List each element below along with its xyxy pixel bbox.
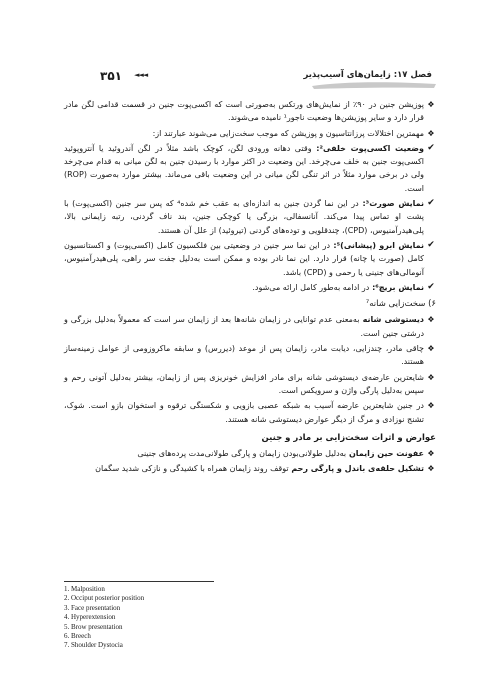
running-header xyxy=(100,70,432,86)
paragraph-list xyxy=(64,98,436,294)
paragraph xyxy=(64,342,436,369)
footnote: 5. Brow presentation xyxy=(64,622,123,631)
footnotes xyxy=(64,585,144,651)
checkmark-bullet-icon: ✔ xyxy=(427,142,435,153)
term: تشکیل حلقه‌ی باندل و پارگی رحم xyxy=(288,464,424,474)
section-paragraph-list xyxy=(64,313,436,425)
body-text xyxy=(64,98,436,478)
section-title: ۶) سخت‌زایی شانه⁷ xyxy=(365,299,436,310)
page-number: ۳۵۱ xyxy=(100,69,122,83)
footnote: 4. Hyperextension xyxy=(64,613,116,622)
checkmark-bullet-icon: ✔ xyxy=(427,239,435,250)
paragraph xyxy=(64,142,436,195)
subheading: عوارض و اثرات سخت‌زایی بر مادر و جنین xyxy=(261,432,436,443)
brush-stroke-icon xyxy=(310,79,438,91)
effects-list xyxy=(64,447,436,476)
footnote: 1. Malposition xyxy=(64,585,105,593)
diamond-bullet-icon: ❖ xyxy=(427,100,435,109)
paragraph-text: به‌معنی عدم توانایی در زایمان شانه‌ها بعد از زایمان سر است که معمولاً به‌دلیل بزرگی و درشتی جنین است. xyxy=(64,315,424,338)
chapter-title: فصل ۱۷: زایمان‌های آسیب‌پذیر xyxy=(303,70,432,80)
diamond-bullet-icon: ❖ xyxy=(427,401,435,411)
paragraph-text: در جنین شایعترین عارضه آسیب به شبکه عصبی بازویی و شکستگی ترقوه و استخوان بازو است. شوک، تشنج نوزادی و مرگ از دیگر عوارض دیستوشی شانه هستند. xyxy=(64,401,424,424)
paragraph-text: به‌دلیل طولانی‌بودن زایمان و پارگی طولانی‌مدت پرده‌های جنینی xyxy=(137,449,347,459)
term: دیستوشی شانه xyxy=(359,315,424,325)
diamond-bullet-icon: ❖ xyxy=(427,315,435,325)
term: وضعیت اکسی‌پوت خلفی²: xyxy=(311,143,425,153)
paragraph xyxy=(64,239,436,279)
paragraph-text: پوزیشن جنین در ۹۰٪ از نمایش‌های ورتکس به‌صورتی است که اکسی‌پوت جنین در قسمت قدامی لگن مادر قرار دارد و سایر پوزیشن‌ها وضعیت ناجور¹ نامیده می‌شوند. xyxy=(64,100,424,123)
paragraph-text: در این نما سر جنین در وضعیتی بین فلکسیون کامل (اکسی‌پوت) و اکستانسیون کامل (صورت یا چانه) قرار دارد. این نما نادر بوده و ممکن است به‌دلیل جفت سر راهی، پلی‌هیدرآمنیوس، آنومالی‌های جنینی یا رحمی و (CPD) باشد. xyxy=(64,240,424,277)
paragraph-text: چاقی مادر، چندزایی، دیابت مادر، زایمان پس از موعد (دیررس) و سابقه ماکروزومی از عوامل زمینه‌ساز هستند. xyxy=(64,344,424,367)
diamond-bullet-icon: ❖ xyxy=(427,372,435,382)
paragraph xyxy=(64,197,436,237)
arrow-icon: ◄◄◄ xyxy=(134,71,148,79)
paragraph-text: در این نما گردن جنین به اندازه‌ای به عقب خم شده⁴ که پس سر جنین (اکسی‌پوت) با پشت او تماس پیدا می‌کند. آنانسفالی، بزرگی یا کوچکی جنین، بند ناف گردنی، رتبه زایمانی بالا، پلی‌هیدرآمنیوس، (CPD)، چندقلویی و توده‌های گردنی (تیروئید) از علل آن هستند. xyxy=(64,199,424,235)
diamond-bullet-icon: ❖ xyxy=(427,344,435,354)
diamond-bullet-icon: ❖ xyxy=(427,464,435,474)
footnote: 6. Breech xyxy=(64,632,91,641)
paragraph xyxy=(64,313,436,340)
diamond-bullet-icon: ❖ xyxy=(427,449,435,459)
term: نمایش صورت³: xyxy=(358,199,425,209)
footnote: 7. Shoulder Dystocia xyxy=(64,641,123,650)
paragraph xyxy=(64,462,436,475)
term: نمایش بریچ⁶: xyxy=(369,282,424,292)
paragraph-text: در ادامه به‌طور کامل ارائه می‌شود. xyxy=(252,282,370,292)
footnote-rule xyxy=(64,581,214,582)
paragraph xyxy=(64,399,436,426)
paragraph-text: شایعترین عارضه‌ی دیستوشی شانه برای مادر افزایش خونریزی پس از زایمان، بیشتر به‌دلیل آتونی رحم و سپس به‌دلیل پارگی واژن و سرویکس است. xyxy=(64,372,424,395)
diamond-bullet-icon: ❖ xyxy=(427,128,435,138)
paragraph-text: مهمترین اختلالات پرزانتاسیون و پوزیشن که موجب سخت‌زایی می‌شوند عبارتند از: xyxy=(152,128,424,138)
term: نمایش ابرو (پیشانی)⁵: xyxy=(330,240,425,250)
footnote: 3. Face presentation xyxy=(64,603,121,612)
paragraph xyxy=(64,371,436,398)
checkmark-bullet-icon: ✔ xyxy=(427,281,435,292)
paragraph xyxy=(64,98,436,125)
paragraph xyxy=(64,127,436,140)
term: عفونت حین زایمان xyxy=(346,449,424,459)
checkmark-bullet-icon: ✔ xyxy=(427,198,435,209)
paragraph-text: توقف روند زایمان همراه با کشیدگی و نازکی شدید سگمان xyxy=(95,464,289,474)
paragraph xyxy=(64,281,436,294)
footnote: 2. Occiput posterior position xyxy=(64,594,145,603)
paragraph-text: وقتی دهانه ورودی لگن، کوچک باشد مثلاً در لگن آندروئید یا آنتروپوئید اکسی‌پوت جنین به خلف می‌چرخد. این وضعیت در اکثر موارد با رسیدن جنین به لگن میانی به قدام می‌چرخد ولی در برخی موارد مثلاً در اثر تنگی لگن میانی در این وضعیت باقی می‌ماند. بیشتر موارد به‌صورت (ROP) است. xyxy=(64,143,424,193)
paragraph xyxy=(64,447,436,460)
